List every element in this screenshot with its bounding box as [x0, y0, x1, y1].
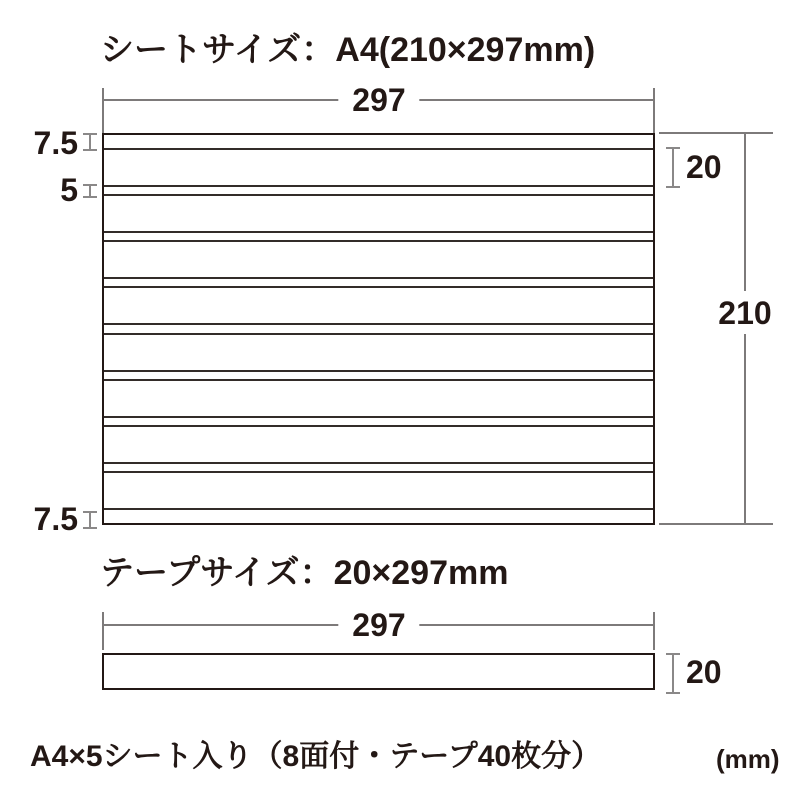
- sheet-height-value: 210: [718, 295, 772, 331]
- tape-size-title: テープサイズ：20×297mm: [100, 554, 509, 592]
- tape-edge-line: [104, 416, 653, 418]
- tape-edge-line: [104, 240, 653, 242]
- tape-width-right-extension-tick: [653, 612, 655, 650]
- package-contents-caption: A4×5シート入り（8面付・テープ40枚分）: [30, 740, 602, 773]
- sheet-width-right-extension-tick: [653, 88, 655, 133]
- sheet-width-left-extension-tick: [102, 88, 104, 133]
- tape-edge-line: [104, 231, 653, 233]
- sheet-width-dimension-line: [103, 82, 655, 118]
- top-margin-tick: [83, 133, 97, 151]
- sheet-height-bottom-extension: [659, 523, 773, 525]
- row-gap-tick: [83, 184, 97, 198]
- tape-edge-line: [104, 148, 653, 150]
- a4-sheet-rectangle: [102, 133, 655, 525]
- tape-height-tick: [666, 653, 680, 694]
- tape-width-value: 297: [338, 609, 419, 641]
- tape-strip-height-tick: [666, 147, 680, 188]
- tape-edge-line: [104, 508, 653, 510]
- row-gap-value: 5: [60, 172, 78, 208]
- tape-width-left-extension-tick: [102, 612, 104, 650]
- tape-height-value: 20: [686, 654, 722, 690]
- bottom-margin-tick: [83, 511, 97, 529]
- tape-edge-line: [104, 379, 653, 381]
- tape-edge-line: [104, 462, 653, 464]
- sheet-height-dim-line-lower: [744, 334, 746, 525]
- tape-width-dimension-line: [103, 607, 655, 643]
- sheet-width-value: 297: [338, 84, 419, 116]
- tape-strip-height-value: 20: [686, 149, 722, 185]
- bottom-margin-value: 7.5: [33, 501, 78, 537]
- tape-edge-line: [104, 185, 653, 187]
- sheet-size-title: シートサイズ：A4(210×297mm): [100, 31, 596, 69]
- tape-edge-line: [104, 370, 653, 372]
- top-margin-value: 7.5: [33, 125, 78, 161]
- tape-edge-line: [104, 286, 653, 288]
- sheet-height-dim-line-upper: [744, 133, 746, 291]
- tape-edge-line: [104, 194, 653, 196]
- sheet-tape-lines: [104, 135, 653, 523]
- tape-edge-line: [104, 323, 653, 325]
- tape-edge-line: [104, 333, 653, 335]
- unit-label: (mm): [716, 744, 780, 774]
- tape-rectangle: [102, 653, 655, 690]
- tape-edge-line: [104, 471, 653, 473]
- tape-edge-line: [104, 277, 653, 279]
- sheet-height-top-extension: [659, 132, 773, 134]
- tape-edge-line: [104, 425, 653, 427]
